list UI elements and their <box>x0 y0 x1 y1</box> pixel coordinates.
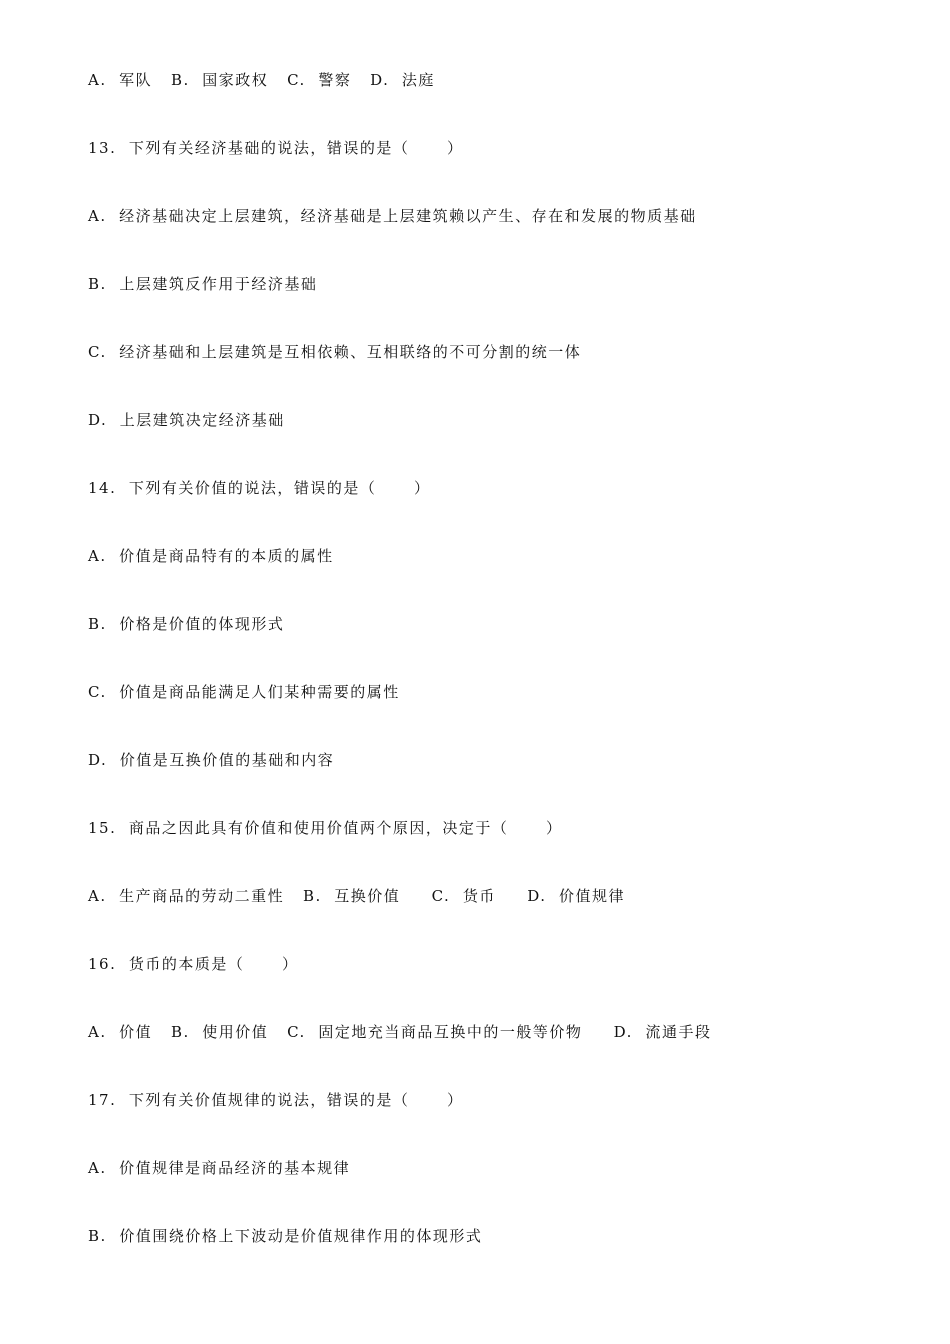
q14-option-d: D. 价值是互换价值的基础和内容 <box>88 751 335 769</box>
q15-question: 15. 商品之因此具有价值和使用价值两个原因，决定于（ ） <box>88 819 563 837</box>
q12-options: A. 军队 B. 国家政权 C. 警察 D. 法庭 <box>88 71 435 89</box>
q16-options: A. 价值 B. 使用价值 C. 固定地充当商品互换中的一般等价物 D. 流通手段 <box>88 1023 712 1041</box>
q17-question: 17. 下列有关价值规律的说法，错误的是（ ） <box>88 1091 464 1109</box>
q13-option-d: D. 上层建筑决定经济基础 <box>88 411 285 429</box>
q14-option-b: B. 价格是价值的体现形式 <box>88 615 285 633</box>
q13-question: 13. 下列有关经济基础的说法，错误的是（ ） <box>88 139 464 157</box>
q13-option-a: A. 经济基础决定上层建筑，经济基础是上层建筑赖以产生、存在和发展的物质基础 <box>88 207 697 225</box>
q14-question: 14. 下列有关价值的说法，错误的是（ ） <box>88 479 431 497</box>
q17-option-a: A. 价值规律是商品经济的基本规律 <box>88 1159 351 1177</box>
q17-option-b: B. 价值围绕价格上下波动是价值规律作用的体现形式 <box>88 1227 483 1245</box>
q15-options: A. 生产商品的劳动二重性 B. 互换价值 C. 货币 D. 价值规律 <box>88 887 625 905</box>
q16-question: 16. 货币的本质是（ ） <box>88 955 299 973</box>
q14-option-c: C. 价值是商品能满足人们某种需要的属性 <box>88 683 400 701</box>
q14-option-a: A. 价值是商品特有的本质的属性 <box>88 547 334 565</box>
q13-option-b: B. 上层建筑反作用于经济基础 <box>88 275 318 293</box>
q13-option-c: C. 经济基础和上层建筑是互相依赖、互相联络的不可分割的统一体 <box>88 343 582 361</box>
